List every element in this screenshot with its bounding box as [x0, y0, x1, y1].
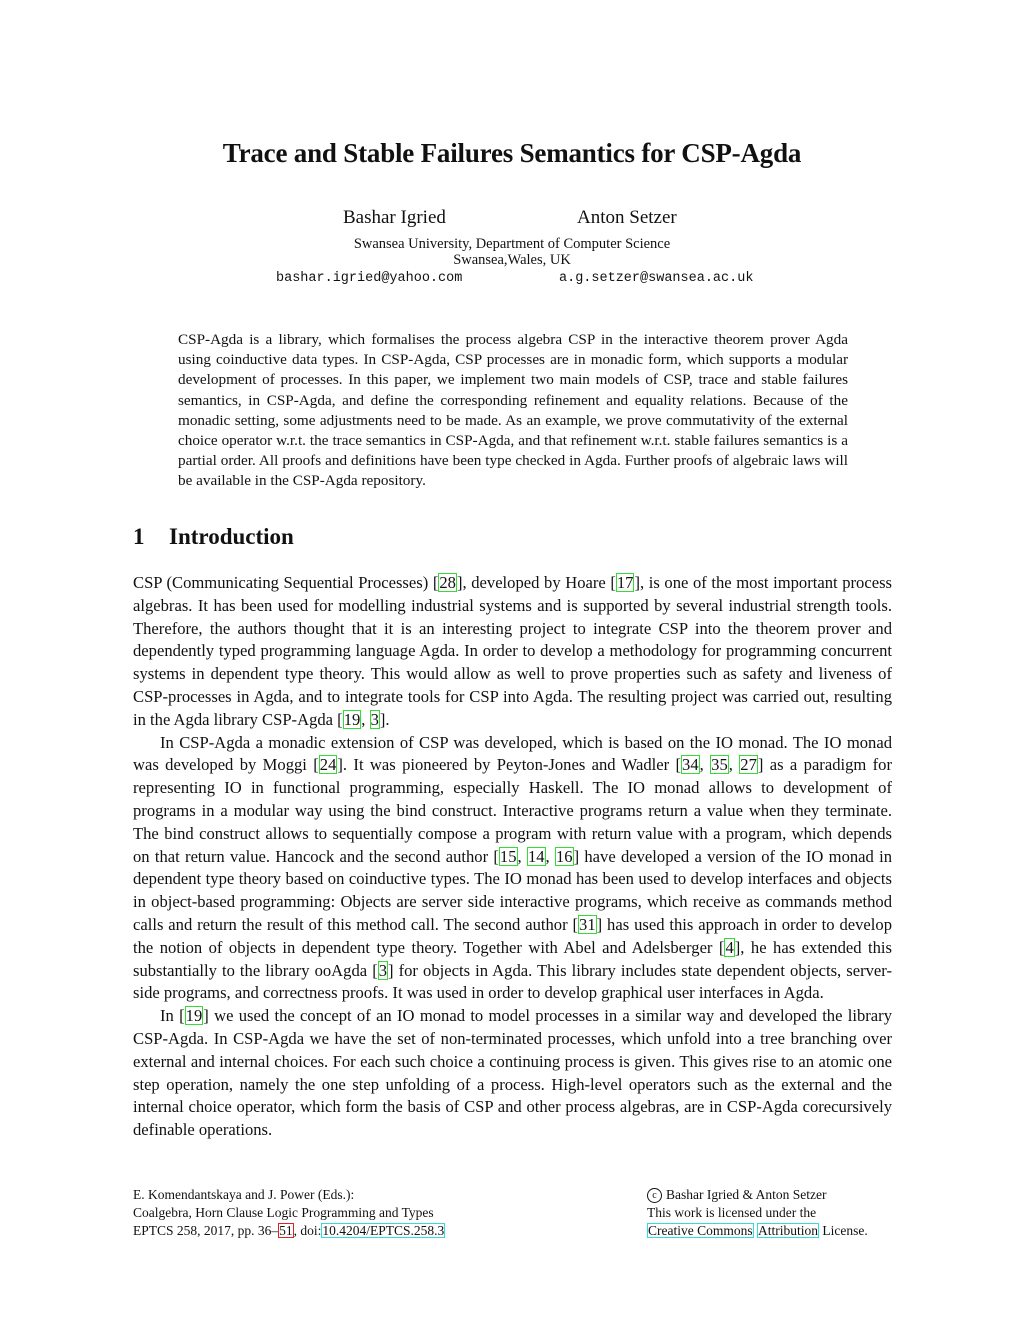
text-span: In [: [160, 1006, 185, 1026]
paragraph-1: [133, 572, 892, 732]
text-span: ] we used the concept of an IO monad to model processes in a similar way and developed the library CSP-Agda. In CSP-Agda we have the set of non-terminated processes, which unfold into a tree branching over external and internal choices. For each such choice a continuing process is given. This gives rise to an atomic one step operation, namely the one step unfolding of a process. High-level operators such as the external and the internal choice operator, which form the basis of CSP and other process algebras, are in CSP-Agda corecursively definable operations.: [133, 1006, 892, 1140]
citation-link[interactable]: 35: [711, 755, 728, 775]
author-email-2: a.g.setzer@swansea.ac.uk: [559, 271, 754, 286]
text-span: ,: [728, 755, 740, 775]
text-span: ], is one of the most important process algebras. It has been used for modelling industrial systems and is supported by several industrial strength tools. Therefore, the authors thought that it is an interesting project to integrate CSP into the theorem prover and dependently typed programming language Agda. In order to develop a methodology for programming concurrent systems in dependent type theory. This would allow as well to prove properties such as safety and liveness of CSP-processes in Agda, and to integrate tools for CSP into Agda. The resulting project was carried out, resulting in the Agda library CSP-Agda [: [133, 573, 892, 729]
doi-link[interactable]: 10.4204/EPTCS.258.3: [322, 1223, 445, 1238]
citation-link[interactable]: 4: [725, 937, 734, 957]
citation-link[interactable]: 28: [439, 573, 456, 592]
text-span: ] for objects in Agda. This library includes state dependent objects, server-side programs, and correctness proofs. It was used in order to develop graphical user interfaces in Agda.: [133, 960, 892, 1003]
footer-publication-info: [133, 1186, 445, 1240]
footer-copyright: [647, 1186, 868, 1204]
section-heading: [133, 524, 294, 550]
footer-editors: E. Komendantskaya and J. Power (Eds.):: [133, 1187, 355, 1202]
affiliation-line-2: Swansea,Wales, UK: [453, 252, 571, 268]
citation-link[interactable]: 3: [370, 709, 379, 729]
last-page-link[interactable]: 51: [279, 1223, 293, 1238]
footer-license-links: [647, 1222, 868, 1240]
citation-link[interactable]: 15: [499, 846, 517, 866]
author-email-1: bashar.igried@yahoo.com: [276, 271, 463, 286]
author-name-2: Anton Setzer: [577, 207, 677, 228]
text-span: ].: [379, 709, 390, 729]
text-span: CSP (Communicating Sequential Processes) [: [133, 573, 439, 592]
citation-link[interactable]: 19: [185, 1006, 203, 1026]
text-span: ,: [545, 846, 555, 866]
text-span: ] have developed a version of the IO monad in dependent type theory based on coinductive types. The IO monad has been used to develop interfaces and objects in object-based programming: Objects are server side interactive programs, which receive as commands method calls and return the result of this method call. The second author [: [133, 846, 893, 934]
footer-license-info: [647, 1186, 868, 1240]
citation-link[interactable]: 17: [616, 573, 634, 592]
citation-link[interactable]: 34: [682, 755, 699, 775]
creative-commons-link[interactable]: Creative Commons: [648, 1223, 753, 1238]
citation-link[interactable]: 19: [343, 709, 361, 729]
citation-link[interactable]: 14: [527, 846, 545, 866]
footer-pages: EPTCS 258, 2017, pp. 36–: [133, 1223, 279, 1238]
citation-link[interactable]: 16: [555, 846, 573, 866]
body-text: [133, 572, 892, 1142]
section-number: 1: [133, 524, 145, 549]
citation-link[interactable]: 27: [740, 755, 757, 775]
text-span: ], developed by Hoare [: [456, 573, 616, 592]
abstract: CSP-Agda is a library, which formalises the process algebra CSP in the interactive theorem prover Agda using coinductive data types. In CSP-Agda, CSP processes are in monadic form, which supports a modular development of processes. In this paper, we implement two main models of CSP, trace and stable failures semantics, in CSP-Agda, and define the corresponding refinement and equality relations. Because of the monadic setting, some adjustments need to be made. As an example, we prove commutativity of the external choice operator w.r.t. the trace semantics in CSP-Agda, and that refinement w.r.t. stable failures semantics is a partial order. All proofs and definitions have been type checked in Agda. Further proofs of algebraic laws will be available in the CSP-Agda repository.: [178, 331, 848, 490]
footer-license-line: This work is licensed under the: [647, 1205, 817, 1220]
citation-link[interactable]: 3: [378, 960, 388, 980]
footer-pages-doi: [133, 1222, 445, 1240]
section-title: Introduction: [169, 524, 294, 549]
citation-link[interactable]: 24: [319, 755, 337, 775]
doi-label: , doi:: [293, 1223, 322, 1238]
text-span: ,: [517, 846, 527, 866]
paragraph-3: [133, 1005, 892, 1142]
copyright-icon: c: [647, 1188, 662, 1203]
affiliation-line-1: Swansea University, Department of Computer Science: [353, 236, 671, 252]
footer-venue: Coalgebra, Horn Clause Logic Programming and Types: [133, 1205, 434, 1220]
text-span: ,: [361, 709, 370, 729]
attribution-link[interactable]: Attribution: [758, 1223, 818, 1238]
license-suffix: License.: [819, 1223, 868, 1238]
paper-title: Trace and Stable Failures Semantics for CSP-Agda: [222, 138, 802, 168]
text-span: ] as a paradigm for representing IO in functional programming, especially Haskell. The IO monad allows to development of programs in a modular way using the bind construct. Interactive programs return a value when they terminate. The bind construct allows to sequentially compose a program with return value with a program, which depends on that return value. Hancock and the second author [: [133, 755, 893, 866]
author-name-1: Bashar Igried: [343, 207, 446, 228]
citation-link[interactable]: 31: [579, 914, 596, 934]
text-span: ] has used this approach in order to develop the notion of objects in dependent type theory. Together with Abel and Adelsberger [: [133, 914, 893, 957]
paragraph-2: [133, 732, 892, 1006]
text-span: ], he has extended this substantially to the library ooAgda [: [133, 937, 892, 980]
text-span: ,: [699, 755, 711, 775]
text-span: ]. It was pioneered by Peyton-Jones and Wadler [: [337, 755, 682, 775]
copyright-holders: Bashar Igried & Anton Setzer: [666, 1187, 827, 1202]
text-span: In CSP-Agda a monadic extension of CSP was developed, which is based on the IO monad. The IO monad was developed by Moggi [: [133, 732, 892, 775]
